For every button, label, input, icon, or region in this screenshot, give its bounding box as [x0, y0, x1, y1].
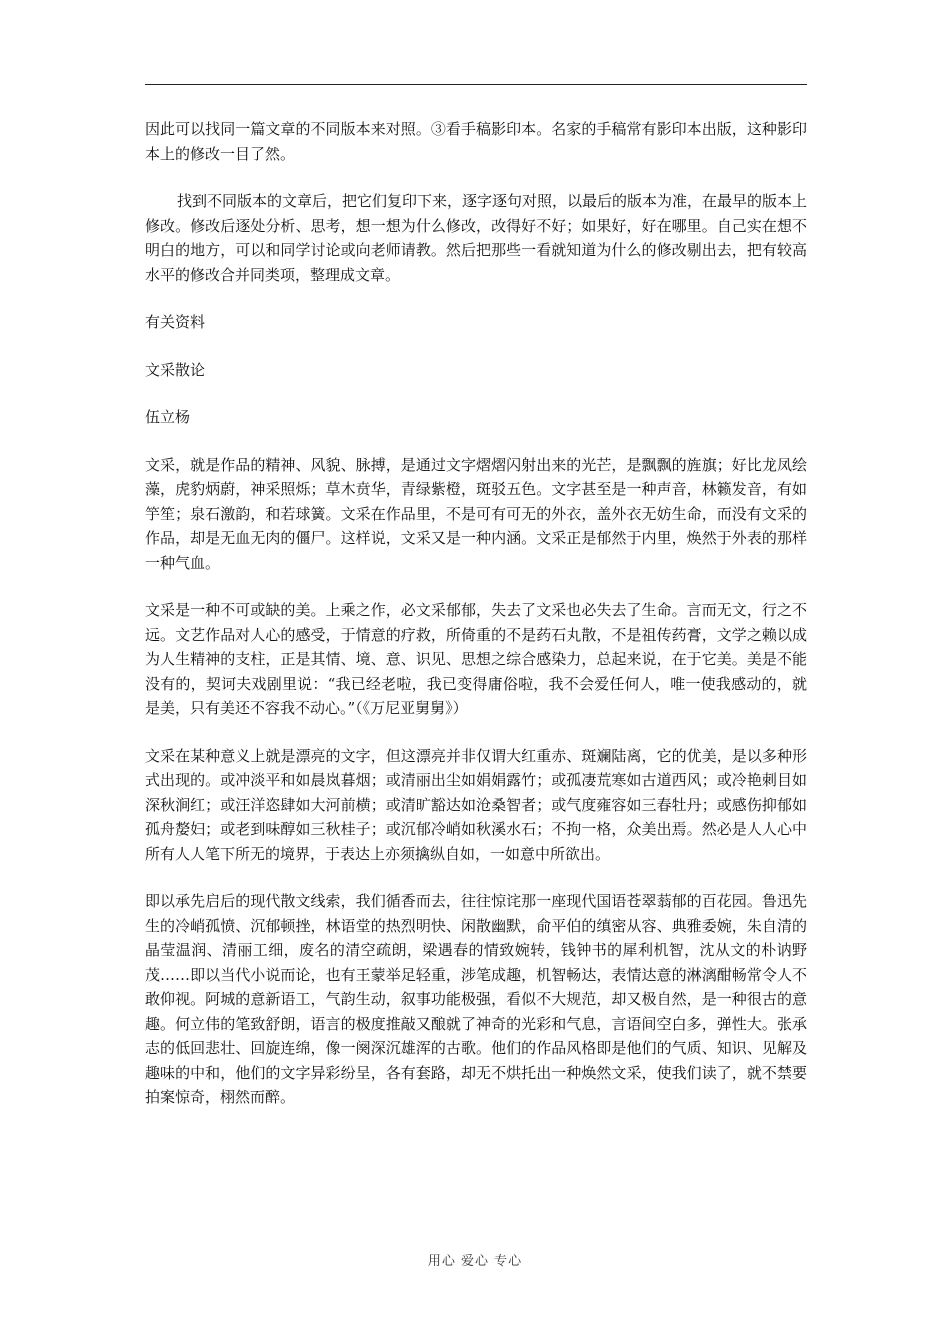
paragraph-2: 找到不同版本的文章后，把它们复印下来，逐字逐句对照，以最后的版本为准，在最早的版本上修改。修改后逐处分析、思考，想一想为什么修改，改得好不好；如果好，好在哪里。自己实在想不明白的地方，可以和同学讨论或向老师请教。然后把那些一看就知道为什么的修改剔出去，把有较高水平的修改合并同类项，整理成文章。	[145, 192, 808, 284]
paragraph-1: 因此可以找同一篇文章的不同版本来对照。③看手稿影印本。名家的手稿常有影印本出版，这种影印本上的修改一目了然。	[145, 120, 807, 163]
paragraph-6: 即以承先启后的现代散文线索，我们循香而去，往往惊诧那一座现代国语苍翠蓊郁的百花园。鲁迅先生的冷峭孤愤、沉郁顿挫，林语堂的热烈明快、闲散幽默，俞平伯的缜密从容、典雅委婉，朱自清的晶莹温润、清丽工细，废名的清空疏朗，梁遇春的情致婉转，钱钟书的犀利机智，沈从文的朴讷野茂……即以当代小说而论，也有王蒙举足轻重，涉笔成趣，机智畅达，表情达意的淋漓酣畅常令人不敢仰视。阿城的意新语工，气韵生动，叙事功能极强，看似不大规范，却又极自然，是一种很古的意趣。何立伟的笔致舒朗，语言的极度推敲又酿就了神奇的光彩和气息，言语间空白多，弹性大。张承志的低回悲壮、回旋连绵，像一阕深沉雄浑的古歌。他们的作品风格即是他们的气质、知识、见解及趣味的中和，他们的文字异彩纷呈，各有套路，却无不烘托出一种焕然文采，使我们读了，就不禁要拍案惊奇，栩然而醉。	[145, 892, 807, 1106]
page-footer: 用心 爱心 专心	[427, 1254, 523, 1269]
paragraph-3: 文采，就是作品的精神、风貌、脉搏，是通过文字熠熠闪射出来的光芒，是飘飘的旌旗；好比龙凤绘藻，虎豹炳蔚，神采照烁；草木贲华，青绿紫橙，斑驳五色。文字甚至是一种声音，林籁发音，有如竽笙；泉石激韵，和若球簧。文采在作品里，不是可有可无的外衣，盖外衣无妨生命，而没有文采的作品，却是无血无肉的僵尸。这样说，文采又是一种内涵。文采正是郁然于内里，焕然于外表的那样一种气血。	[145, 455, 807, 572]
article-author: 伍立杨	[145, 408, 191, 426]
document-body	[145, 117, 807, 1133]
paragraph-4: 文采是一种不可或缺的美。上乘之作，必文采郁郁，失去了文采也必失去了生命。言而无文，行之不远。文艺作品对人心的感受，于情意的疗救，所倚重的不是药石丸散，不是祖传药膏，文学之赖以成为人生精神的支柱，正是其情、境、意、识见、思想之综合感染力，总起来说，在于它美。美是不能没有的，契诃夫戏剧里说：“我已经老啦，我已变得庸俗啦，我不会爱任何人，唯一使我感动的，就是美，只有美还不容我不动心。”（《万尼亚舅舅》）	[145, 601, 807, 717]
paragraph-5: 文采在某种意义上就是漂亮的文字，但这漂亮并非仅谓大红重赤、斑斓陆离，它的优美，是以多种形式出现的。或冲淡平和如晨岚暮烟；或清丽出尘如娟娟露竹；或孤凄荒寒如古道西风；或冷艳刺目如深秋涧红；或汪洋恣肆如大河前横；或清旷豁达如沧桑智者；或气度雍容如三春牡丹；或感伤抑郁如孤舟嫠妇；或老到味醇如三秋桂子；或沉郁冷峭如秋溪水石；不拘一格，众美出焉。然必是人人心中所有人人笔下所无的境界，于表达上亦须擒纵自如，一如意中所欲出。	[145, 746, 807, 863]
related-materials-heading: 有关资料	[145, 313, 206, 331]
header-rule	[145, 84, 807, 85]
article-title: 文采散论	[145, 360, 206, 379]
